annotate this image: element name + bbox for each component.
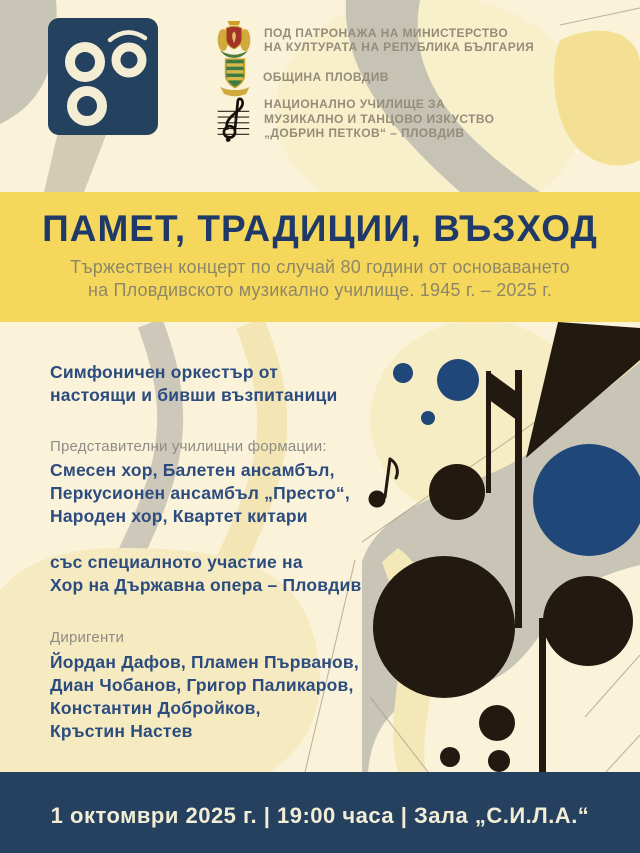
formations-line: Смесен хор, Балетен ансамбъл, <box>50 460 335 480</box>
formations-line: Народен хор, Квартет китари <box>50 506 308 526</box>
guest-choir-text <box>50 551 361 597</box>
poster-title: ПАМЕТ, ТРАДИЦИИ, ВЪЗХОД <box>42 208 598 249</box>
partner-ministry-line: ПОД ПАТРОНАЖА НА МИНИСТЕРСТВО <box>264 25 509 40</box>
partner-music-school-line: НАЦИОНАЛНО УЧИЛИЩЕ ЗА <box>264 97 446 112</box>
orchestra-text <box>50 361 337 407</box>
conductors-line: Константин Добройков, <box>50 698 261 718</box>
formations-line: Перкусионен ансамбъл „Престо“, <box>50 483 350 503</box>
partner-ministry <box>216 20 534 60</box>
conductors-text <box>50 651 359 743</box>
poster-subtitle-line: на Пловдивското музикално училище. 1945 г. – 2025 г. <box>87 280 553 300</box>
poster-subtitle <box>0 256 640 302</box>
orchestra-line: Симфоничен оркестър от <box>50 362 279 382</box>
formations-text <box>50 459 350 528</box>
event-date-time-venue: 1 октомври 2025 г. | 19:00 часа | Зала „С.И.Л.А.“ <box>50 802 590 828</box>
bulgaria-coat-of-arms-icon <box>216 20 252 60</box>
plovdiv-coat-of-arms-icon <box>219 57 251 97</box>
anniversary-80-logo <box>48 18 158 135</box>
treble-clef-icon <box>212 96 252 142</box>
partner-ministry-line: НА КУЛТУРАТА НА РЕПУБЛИКА БЪЛГАРИЯ <box>264 40 535 54</box>
title-banner <box>0 192 640 322</box>
formations-label: Представителни училищни формации: <box>50 438 327 455</box>
guest-choir-line: Хор на Държавна опера – Пловдив <box>50 575 362 595</box>
orchestra-line: настоящи и бивши възпитаници <box>50 385 338 405</box>
guest-choir-line: със специалното участие на <box>50 552 303 572</box>
conductors-label: Диригенти <box>50 629 125 646</box>
poster-subtitle-line: Тържествен концерт по случай 80 години от основаването <box>70 257 570 277</box>
partner-municipality-line: ОБЩИНА ПЛОВДИВ <box>263 69 389 84</box>
partner-music-school-line: „ДОБРИН ПЕТКОВ“ – ПЛОВДИВ <box>264 126 465 141</box>
event-info-bar <box>0 772 640 853</box>
partner-municipality <box>219 57 389 97</box>
conductors-line: Йордан Дафов, Пламен Първанов, <box>50 652 359 672</box>
partner-music-school <box>212 96 494 142</box>
conductors-line: Диан Чобанов, Григор Паликаров, <box>50 675 354 695</box>
partner-music-school-line: МУЗИКАЛНО И ТАНЦОВО ИЗКУСТВО <box>264 111 495 126</box>
conductors-line: Кръстин Настев <box>50 721 193 741</box>
anniversary-80-logo-rings <box>48 18 158 135</box>
